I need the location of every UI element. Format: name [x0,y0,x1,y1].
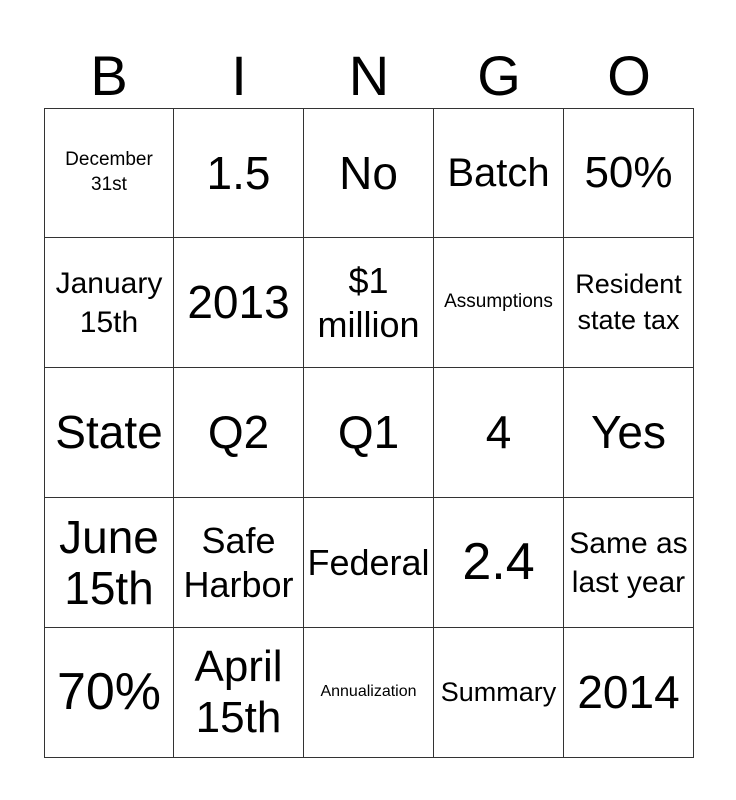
cell-text: Yes [590,406,667,459]
bingo-cell[interactable] [304,108,434,238]
cell-text: Annualization [320,683,417,701]
bingo-cell[interactable] [434,368,564,498]
cell-text: 70% [56,662,162,721]
cell-text: 2014 [577,666,680,719]
bingo-cell[interactable] [174,238,304,368]
bingo-cell[interactable] [304,628,434,758]
cell-text: April 15th [194,641,283,742]
header-letter-o: O [607,44,651,107]
bingo-cell[interactable] [304,368,434,498]
header-letter-g: G [477,44,521,107]
cell-text: Safe Harbor [183,520,294,605]
cell-text: 1.5 [206,146,271,199]
cell-text: Batch [447,151,550,195]
cell-text: 50% [584,147,673,197]
bingo-cell[interactable] [564,108,694,238]
header-letter-i: I [231,44,247,107]
cell-text: Resident state tax [575,269,682,335]
bingo-cell[interactable] [434,238,564,368]
cell-text: $1 million [317,260,420,345]
cell-text: Same as last year [569,526,688,599]
bingo-cell[interactable] [44,368,174,498]
cell-text: No [339,146,398,199]
bingo-cell[interactable] [564,628,694,758]
cell-text: 2013 [187,276,290,329]
bingo-cell[interactable] [174,368,304,498]
header-letter-n: N [348,44,390,107]
bingo-cell[interactable] [44,238,174,368]
cell-text: Assumptions [444,291,553,313]
cell-text: Q1 [337,406,400,459]
bingo-cell[interactable] [434,628,564,758]
bingo-cell[interactable] [434,108,564,238]
bingo-cell[interactable] [564,498,694,628]
bingo-cell[interactable] [174,498,304,628]
header-letter-b: B [90,44,128,107]
bingo-cell[interactable] [44,498,174,628]
cell-text: State [55,406,163,459]
bingo-cell[interactable] [564,238,694,368]
bingo-cell[interactable] [174,108,304,238]
cell-text: Q2 [207,406,270,459]
bingo-header [44,44,694,108]
cell-text: 4 [485,406,512,459]
bingo-cell[interactable] [434,498,564,628]
bingo-cell[interactable] [304,498,434,628]
cell-text: January 15th [55,266,163,339]
cell-text: Summary [440,676,557,707]
cell-text: Federal [307,541,430,583]
bingo-cell[interactable] [304,238,434,368]
bingo-cell[interactable] [174,628,304,758]
bingo-cell[interactable] [44,628,174,758]
bingo-grid [44,108,694,758]
bingo-cell[interactable] [564,368,694,498]
cell-text: December 31st [65,149,153,195]
cell-text: June 15th [59,510,159,614]
cell-text: 2.4 [462,532,535,591]
bingo-cell[interactable] [44,108,174,238]
